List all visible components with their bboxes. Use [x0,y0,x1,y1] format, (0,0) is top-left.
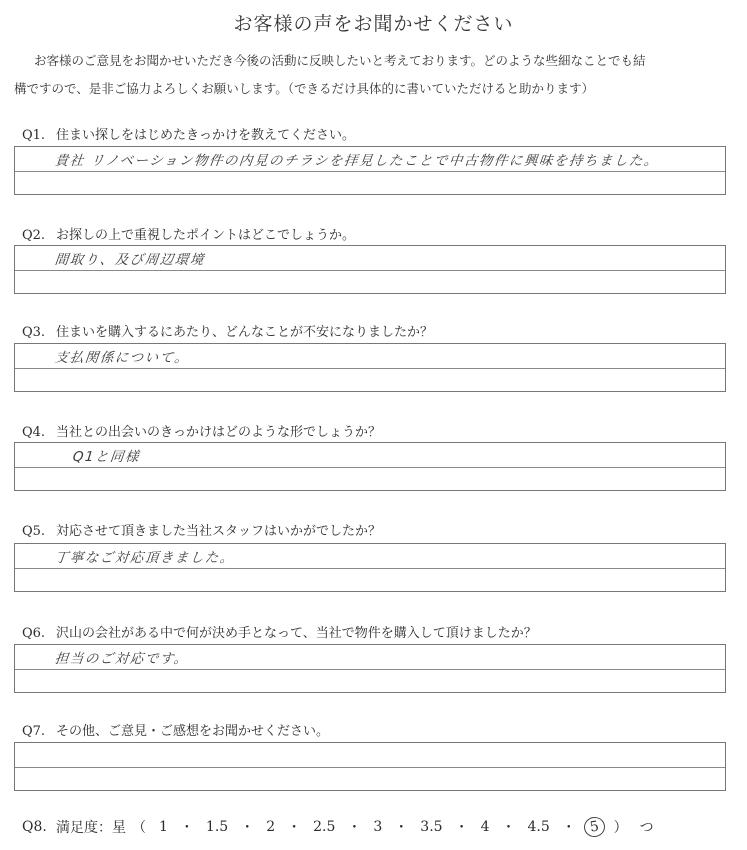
question-3-answer-box[interactable] [14,343,726,392]
separator: ・ [454,820,469,836]
question-3-label [22,321,433,340]
handwritten-answer: Q1と同様 [71,449,141,465]
separator: ・ [179,820,194,836]
ruled-line [15,669,725,670]
ruled-line [15,767,725,768]
separator: ・ [394,820,409,836]
intro-text-line-2: 構ですので、是非ご協力よろしくお願いします。（できるだけ具体的に書いていただけると助かります） [14,81,595,96]
separator: ・ [561,820,576,836]
question-7-answer-box[interactable] [14,742,726,791]
question-text: 住まい探しをはじめたきっかけを教えてください。 [56,128,356,143]
rating-option-4[interactable]: 4 [480,819,490,835]
separator: ・ [347,820,362,836]
handwritten-answer: 丁寧なご対応頂きました。 [53,550,236,566]
satisfaction-suffix: つ [639,820,654,836]
question-2-label [22,224,355,243]
ruled-line [15,368,725,369]
question-text: 対応させて頂きました当社スタッフはいかがでしたか？ [56,524,382,539]
rating-option-1[interactable]: 1 [159,819,168,835]
question-2-answer-box[interactable] [14,245,726,294]
question-5-label [22,520,381,539]
rating-option-3[interactable]: 3 [373,819,383,835]
question-6-label [22,622,537,641]
rating-option-2-5[interactable]: 2.5 [313,819,336,835]
question-number: Q3. [22,325,46,340]
open-paren: （ [132,820,146,836]
question-number: Q8. [22,819,47,835]
question-number: Q2. [22,228,46,243]
question-1-label [22,124,355,143]
question-text: お探しの上で重視したポイントはどこでしょうか。 [56,228,356,243]
question-number: Q1. [22,128,46,143]
ruled-line [15,467,725,468]
rating-option-5-circled[interactable]: 5 [582,815,606,838]
question-number: Q5. [22,524,46,539]
ruled-line [15,270,725,271]
rating-option-2[interactable]: 2 [266,819,276,835]
satisfaction-label: 満足度：星 [56,820,126,836]
question-6-answer-box[interactable] [14,644,726,693]
question-5-answer-box[interactable] [14,543,726,592]
handwritten-answer: 担当のご対応です。 [53,651,190,667]
separator: ・ [287,820,302,836]
page-title: お客様の声をお聞かせください [233,13,514,35]
intro-text-line-1: お客様のご意見をお聞かせいただき今後の活動に反映したいと考えております。どのような些細なことでも結 [34,53,646,68]
question-1-answer-box[interactable] [14,146,726,195]
question-text: その他、ご意見・ご感想をお聞かせください。 [56,724,330,739]
rating-option-1-5[interactable]: 1.5 [205,819,229,835]
handwritten-answer: 貴社 リノベーション物件の内見のチラシを拝見したことで中古物件に興味を持ちました。 [53,153,660,169]
question-4-label [22,421,381,440]
close-paren: ） [613,820,628,836]
separator: ・ [240,820,255,836]
question-number: Q4. [22,425,46,440]
question-text: 住まいを購入するにあたり、どんなことが不安になりましたか？ [56,325,434,340]
rating-option-4-5[interactable]: 4.5 [527,819,550,835]
ruled-line [15,568,725,569]
satisfaction-rating [22,817,654,837]
question-7-label [22,720,329,739]
handwritten-answer: 間取り、及び周辺環境 [53,252,206,268]
question-text: 当社との出会いのきっかけはどのような形でしょうか？ [56,425,382,440]
ruled-line [15,171,725,172]
question-number: Q7. [22,724,46,739]
question-text: 沢山の会社がある中で何が決め手となって、当社で物件を購入して頂けましたか？ [56,626,537,641]
rating-option-3-5[interactable]: 3.5 [420,819,443,835]
separator: ・ [501,820,516,836]
question-number: Q6. [22,626,46,641]
handwritten-answer: 支払関係について。 [53,350,191,366]
question-4-answer-box[interactable] [14,442,726,491]
